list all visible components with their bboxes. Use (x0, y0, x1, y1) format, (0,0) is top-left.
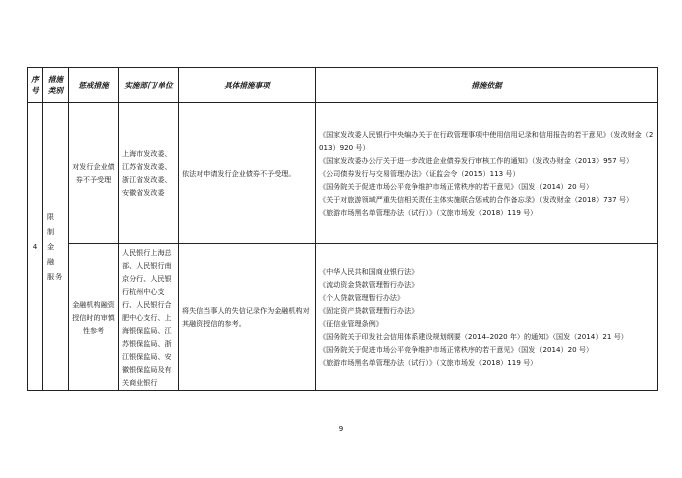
basis-line: 《国务院关于促进市场公平竞争维护市场正常秩序的若干意见》（国发（2014）20 号） (319, 345, 594, 354)
table-header-row (28, 68, 658, 103)
table-row (28, 103, 658, 244)
row-item: 将失信当事人的失信记录作为金融机构对其融资授信的参考。 (179, 244, 316, 391)
basis-line: 《固定资产贷款管理暂行办法》 (319, 306, 419, 315)
basis-line: 《公司债券发行与交易管理办法》（证监会令（2015）113 号） (319, 168, 520, 178)
row-measure: 对发行企业债券不予受理 (69, 103, 119, 244)
basis-line: 《流动资金贷款管理暂行办法》 (319, 280, 419, 289)
header-punishment-measure: 惩戒措施 (69, 68, 119, 103)
row-department: 人民银行上海总部、人民银行南京分行、人民银行杭州中心支行、人民银行合肥中心支行、上海银保监局、江苏银保监局、浙江银保监局、安徽银保监局及有关商业银行 (119, 244, 179, 391)
basis-line: 《国务院关于印发社会信用体系建设规划纲要（2014–2020 年）的通知》（国发（2014）21 号） (319, 332, 628, 341)
table-row (28, 244, 658, 391)
header-measure-basis: 措施依据 (316, 68, 658, 103)
basis-line: 《征信业管理条例》 (319, 319, 383, 328)
header-implementing-department: 实施部门/单位 (119, 68, 179, 103)
row-department: 上海市发改委、江苏省发改委、浙江省发改委、安徽省发改委 (119, 103, 179, 244)
measures-table (27, 67, 658, 391)
page-number: 9 (338, 425, 344, 433)
basis-line: 《旅游市场黑名单管理办法（试行）》（文旅市场发（2018）119 号） (319, 207, 538, 217)
basis-line: 《国家发改委办公厅关于进一步改进企业债券发行审核工作的通知》（发改办财金（2013）957 号） (319, 155, 634, 165)
row-serial-no: 4 (28, 103, 43, 391)
basis-line: 《国务院关于促进市场公平竞争维护市场正常秩序的若干意见》（国发（2014）20 号） (319, 181, 594, 191)
basis-line: 《中华人民共和国商业银行法》 (319, 267, 419, 276)
header-measure-category: 措施 类别 (43, 68, 69, 103)
basis-line: 《关于对旅游领域严重失信相关责任主体实施联合惩戒的合作备忘录》（发改财金（2018）737 号） (319, 194, 634, 204)
row-measure: 金融机构融资授信时的审慎性参考 (69, 244, 119, 391)
basis-line: 《旅游市场黑名单管理办法（试行）》（文旅市场发（2018）119 号） (319, 358, 538, 367)
row-basis (316, 103, 658, 244)
row-item: 依法对申请发行企业债券不予受理。 (179, 103, 316, 244)
basis-line: 《个人贷款管理暂行办法》 (319, 293, 405, 302)
header-serial-no: 序 号 (28, 68, 43, 103)
row-basis (316, 244, 658, 391)
basis-line: 《国家发改委人民银行中央编办关于在行政管理事项中使用信用记录和信用报告的若干意见》（发改财金（2013）920 号） (319, 129, 654, 152)
header-specific-item: 具体措施事项 (179, 68, 316, 103)
row-category: 限 制 金 融 服务 (43, 103, 69, 391)
